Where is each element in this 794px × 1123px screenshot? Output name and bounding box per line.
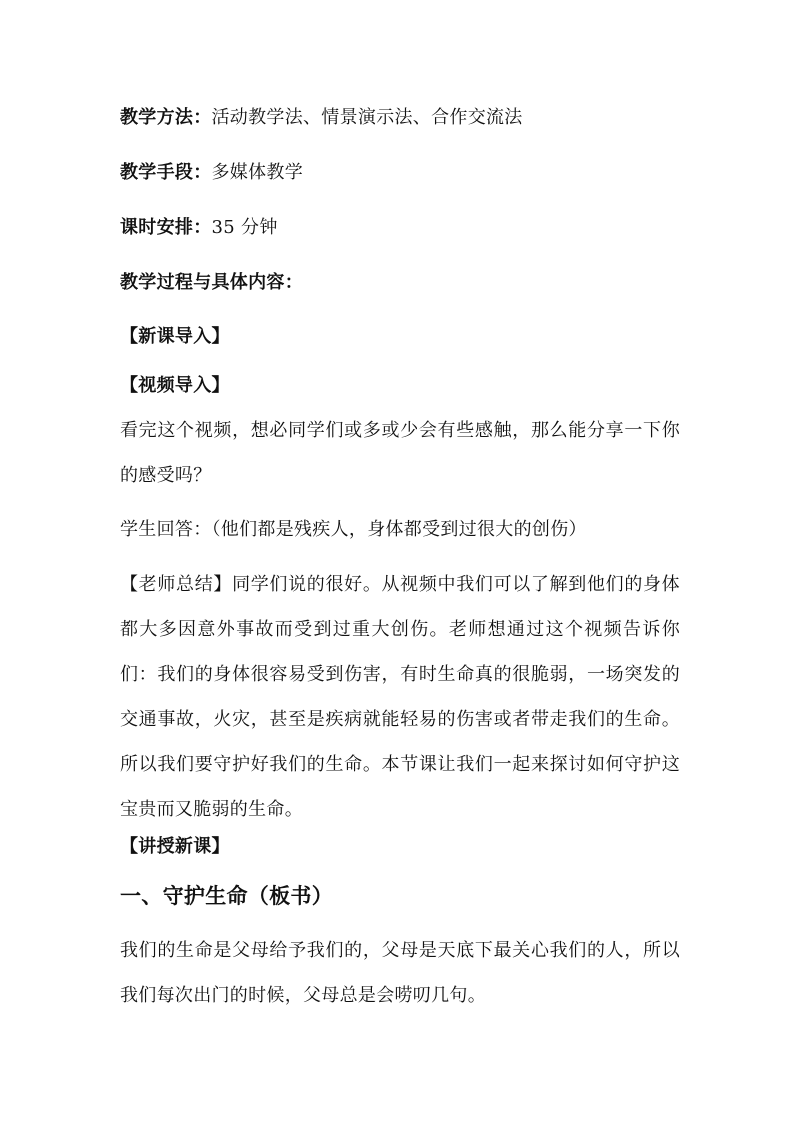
- teaching-method-label: 教学方法：: [120, 107, 212, 128]
- section-video-intro: 【视频导入】: [120, 375, 230, 396]
- section-teaching-new: 【讲授新课】: [120, 836, 230, 857]
- class-time-label: 课时安排：: [120, 217, 212, 238]
- part-one-paragraph: 我们的生命是父母给予我们的，父母是天底下最关心我们的人，所以我们每次出门的时候，父母总是会唠叨几句。: [120, 940, 680, 1006]
- teacher-summary-text: 同学们说的很好。从视频中我们可以了解到他们的身体都大多因意外事故而受到过重大创伤。老师想通过这个视频告诉你们：我们的身体很容易受到伤害，有时生命真的很脆弱，一场突发的交通事故，火灾，甚至是疾病就能轻易的伤害或者带走我们的生命。所以我们要守护好我们的生命。本节课让我们一起来探讨如何守护这宝贵而又脆弱的生命。: [120, 574, 680, 820]
- process-heading: 教学过程与具体内容：: [120, 272, 303, 293]
- class-time-line: [120, 216, 278, 240]
- teacher-summary-paragraph: [120, 562, 680, 832]
- teaching-means-label: 教学手段：: [120, 162, 212, 183]
- video-question-paragraph: 看完这个视频，想必同学们或多或少会有些感触，那么能分享一下你的感受吗？: [120, 420, 680, 486]
- teacher-summary-label: 【老师总结】: [120, 574, 233, 595]
- class-time-value: 35 分钟: [211, 217, 278, 238]
- section-new-lesson-intro: 【新课导入】: [120, 326, 230, 347]
- teaching-means-value: 多媒体教学: [211, 162, 303, 183]
- part-one-heading: 一、守护生命（板书）: [120, 883, 333, 908]
- teaching-method-value: 活动教学法、情景演示法、合作交流法: [211, 107, 523, 128]
- student-answer: 学生回答：（他们都是残疾人，身体都受到过很大的创伤）: [120, 519, 587, 540]
- teaching-method-line: [120, 106, 523, 130]
- teaching-means-line: [120, 161, 303, 185]
